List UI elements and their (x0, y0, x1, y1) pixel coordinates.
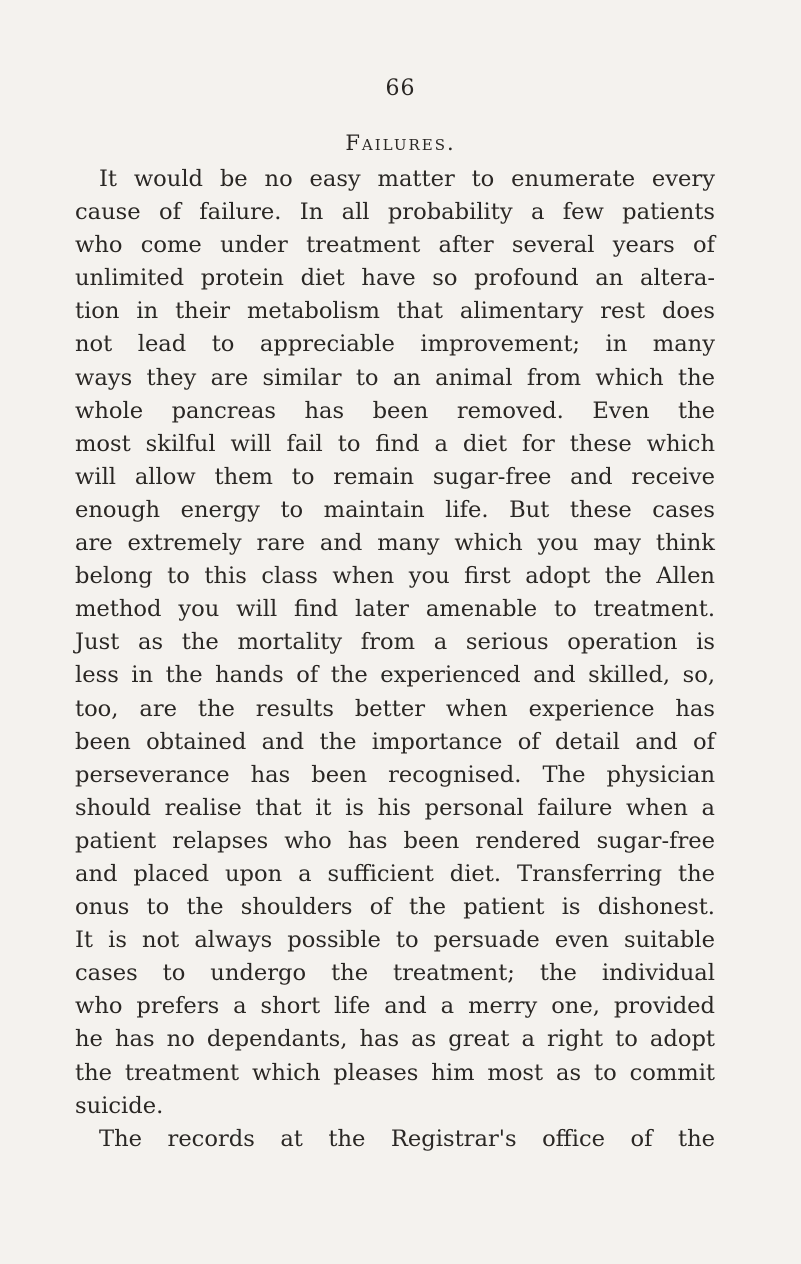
text-line: It is not always possible to persuade even suitable (75, 927, 715, 954)
text-line: less in the hands of the experienced and skilled, so, (75, 662, 715, 689)
page-number: 66 (385, 76, 416, 101)
text-line: and placed upon a sufficient diet. Transferring the (75, 860, 715, 887)
text-line: not lead to appreciable improvement; in many (75, 331, 715, 358)
text-line: too, are the results better when experience has (75, 695, 715, 722)
text-line: the treatment which pleases him most as to commit (75, 1059, 715, 1086)
paragraph-2 (75, 1123, 715, 1156)
text-line: patient relapses who has been rendered sugar-free (75, 827, 715, 854)
body-text (75, 163, 715, 1156)
text-line: unlimited protein diet have so profound an altera- (75, 265, 715, 292)
text-line: suicide. (75, 1092, 164, 1119)
text-line: he has no dependants, has as great a right to adopt (75, 1026, 715, 1053)
text-line: who come under treatment after several years of (75, 232, 715, 259)
text-line: most skilful will fail to find a diet for these which (75, 430, 715, 457)
text-line: ways they are similar to an animal from which the (75, 364, 715, 391)
text-line: cause of failure. In all probability a few patients (75, 199, 715, 226)
text-line: onus to the shoulders of the patient is dishonest. (75, 894, 715, 921)
text-line: will allow them to remain sugar-free and receive (75, 463, 715, 490)
text-line: who prefers a short life and a merry one, provided (75, 993, 715, 1020)
text-line: cases to undergo the treatment; the individual (75, 960, 715, 987)
text-line: method you will find later amenable to treatment. (75, 596, 715, 623)
text-line: belong to this class when you first adopt the Allen (75, 563, 715, 590)
text-line: been obtained and the importance of detail and of (75, 728, 715, 755)
text-line: should realise that it is his personal failure when a (75, 794, 715, 821)
paragraph-1 (75, 163, 715, 1123)
text-line: perseverance has been recognised. The physician (75, 761, 715, 788)
text-line: are extremely rare and many which you may think (75, 530, 715, 557)
text-line: tion in their metabolism that alimentary rest does (75, 298, 715, 325)
section-heading: Failures. (345, 131, 456, 155)
text-line: It would be no easy matter to enumerate every (99, 166, 715, 192)
text-line: enough energy to maintain life. But these cases (75, 496, 715, 523)
text-line: The records at the Registrar's office of the (99, 1125, 715, 1152)
text-line: whole pancreas has been removed. Even the (75, 397, 715, 424)
text-line: Just as the mortality from a serious operation is (75, 629, 715, 656)
